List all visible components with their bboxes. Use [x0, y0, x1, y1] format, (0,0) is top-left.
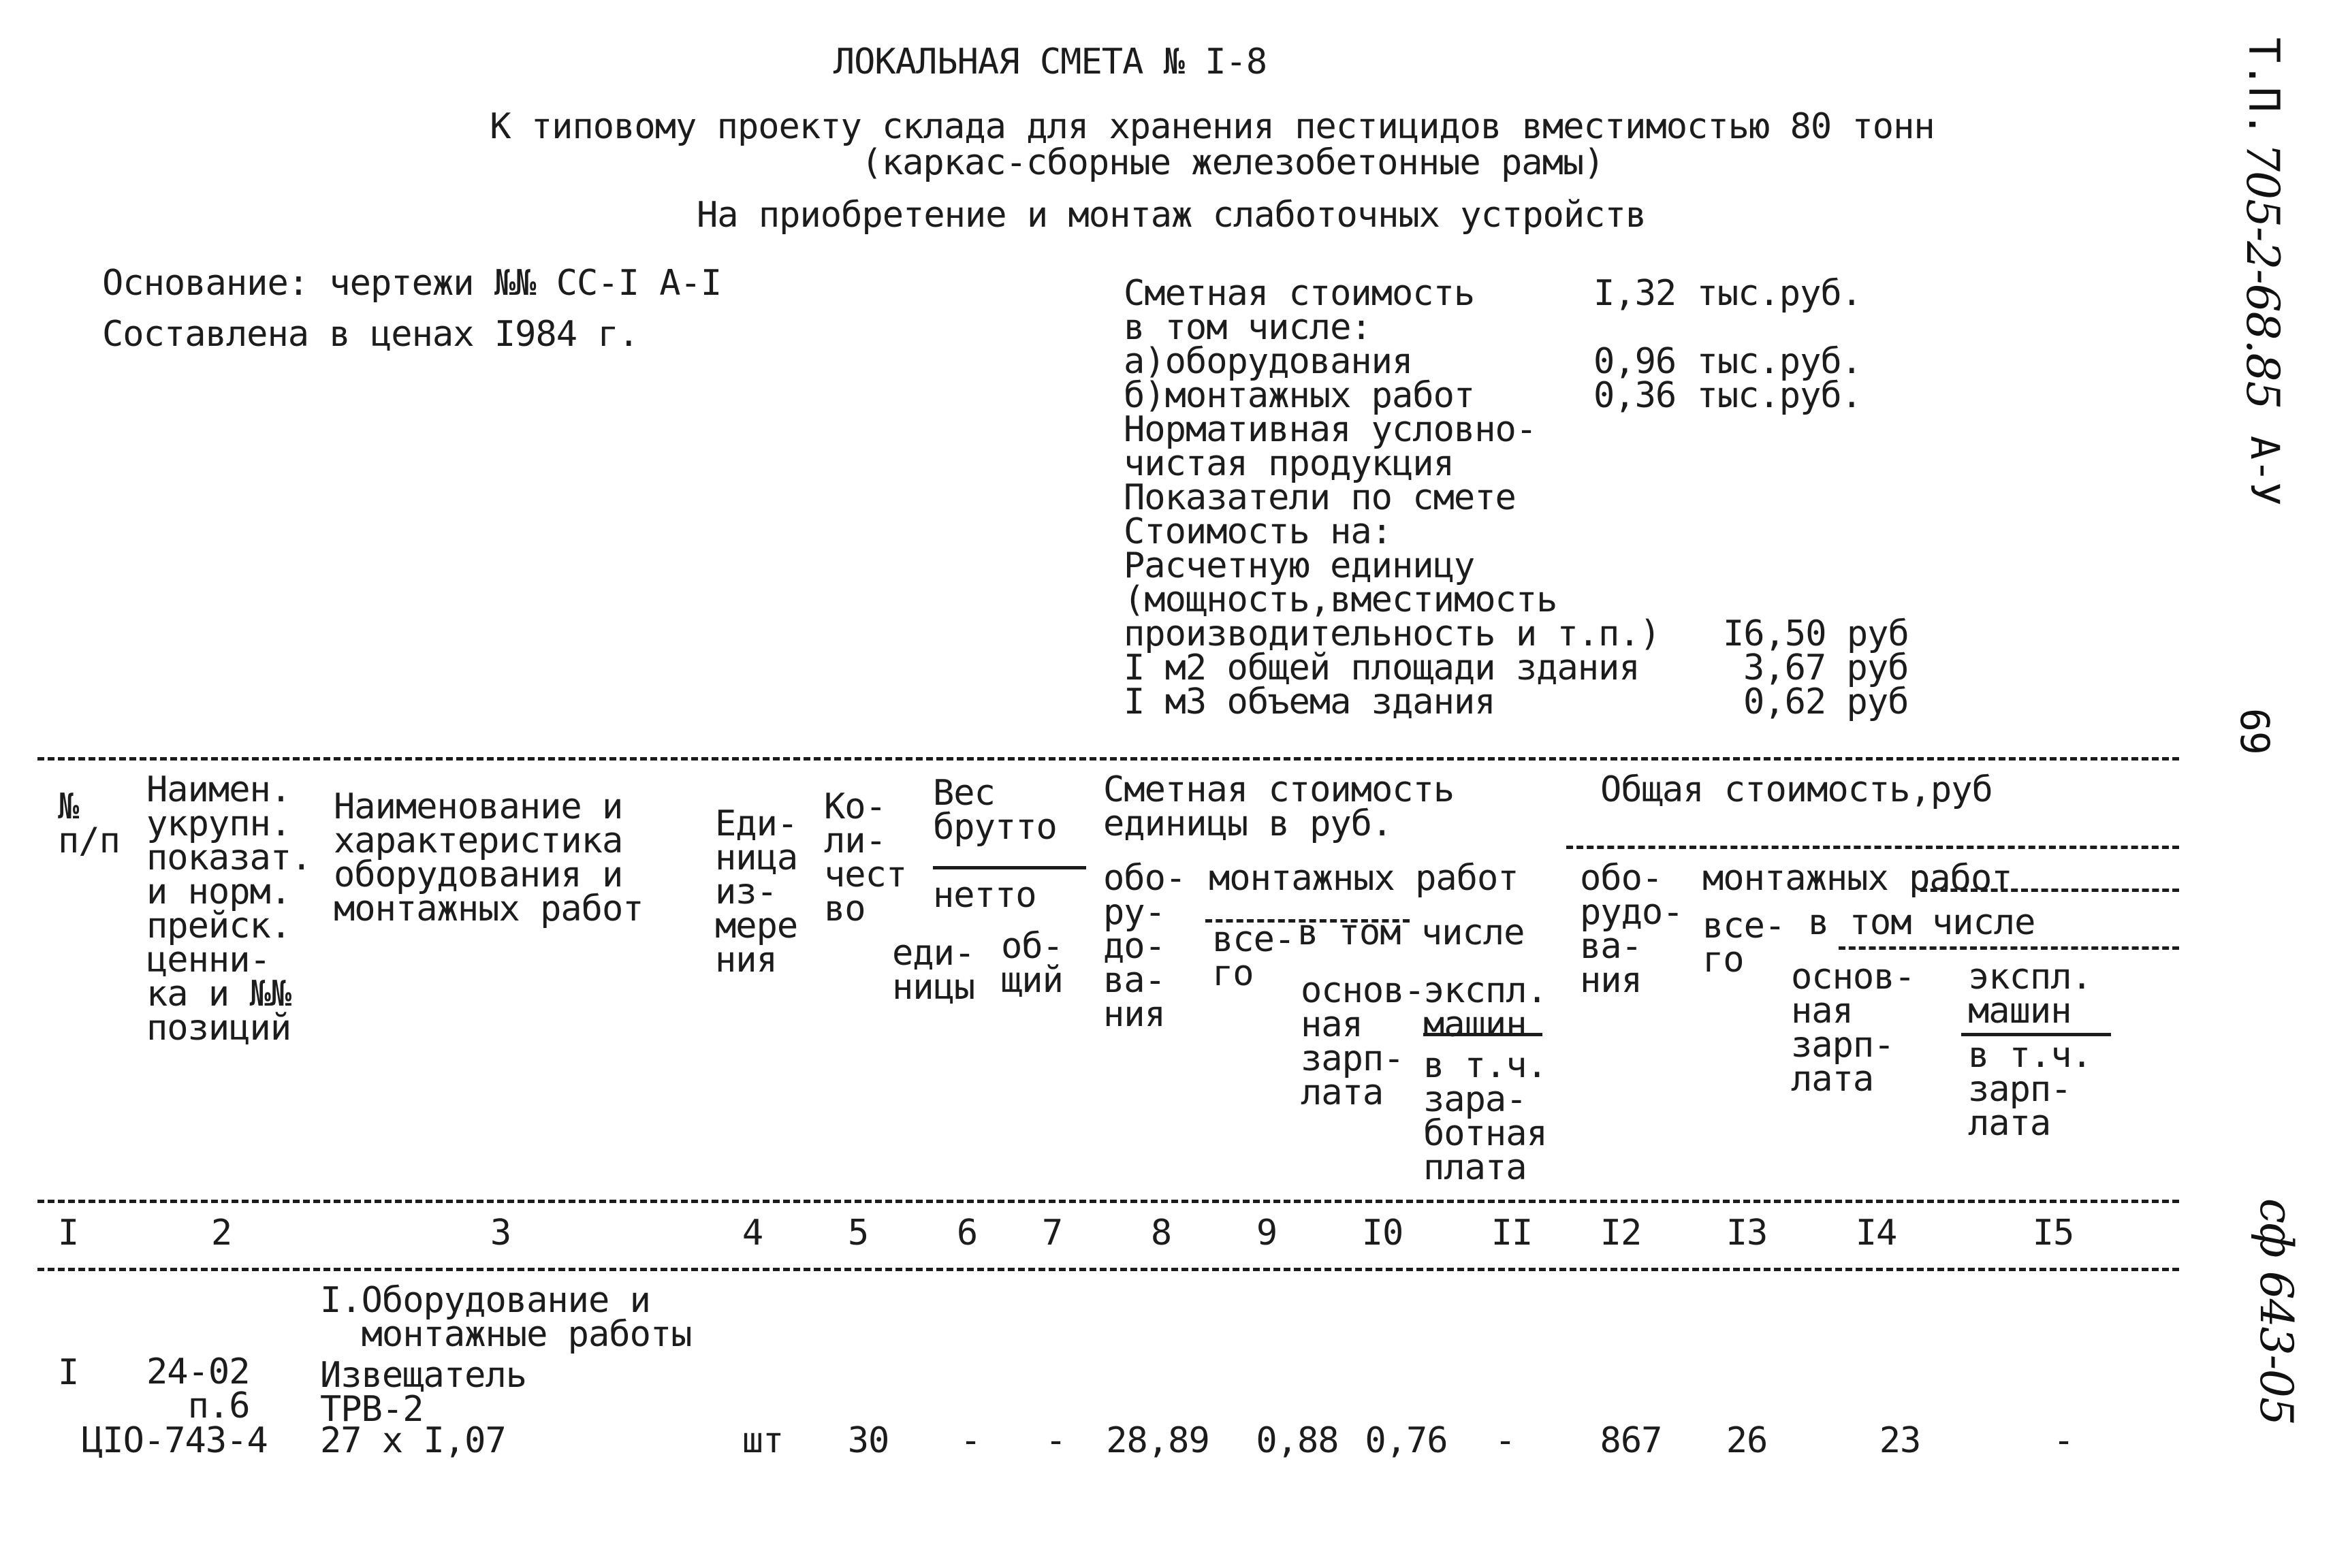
- column-number: 6: [956, 1213, 978, 1253]
- mounting-cost-label: б)монтажных работ: [1124, 375, 1475, 416]
- calc-unit-value: I6,50 руб: [1723, 613, 1909, 654]
- header-bottom-rule: [37, 1200, 2179, 1203]
- column-number: I3: [1726, 1213, 1768, 1253]
- header-total-mounting: монтажных работ: [1702, 858, 2012, 899]
- album-label: А-У: [2242, 436, 2288, 505]
- calc-unit-label-cont2: производительность и т.п.): [1124, 613, 1660, 654]
- column-number: 7: [1041, 1213, 1063, 1253]
- column-number: 2: [210, 1213, 232, 1253]
- document-subtitle-note: (каркас-сборные железобетонные рамы): [861, 142, 1604, 183]
- document-purpose: На приобретение и монтаж слаботочных устройств: [696, 195, 1647, 236]
- header-unit-cost: Сметная стоимость единицы в руб.: [1103, 769, 1455, 844]
- header-weight-unit: еди- ницы: [892, 933, 975, 1008]
- column-number: I2: [1600, 1213, 1642, 1253]
- header-including: в том числе: [1297, 912, 1525, 953]
- basis-line: Основание: чертежи №№ СС-I А-I: [102, 263, 722, 304]
- cost-on-label: Стоимость на:: [1124, 511, 1392, 552]
- row-total-salary: 23: [1879, 1420, 1921, 1461]
- normative-product-label-cont: чистая продукция: [1124, 443, 1454, 484]
- row-price-code: 24-02 п.6: [146, 1351, 250, 1426]
- header-total-machine-ops: экспл. машин: [1968, 957, 2092, 1031]
- column-number: 5: [847, 1213, 869, 1253]
- estimated-cost-label: Сметная стоимость: [1124, 273, 1475, 314]
- header-equipment: обо- ру- до- ва- ния: [1103, 858, 1186, 1035]
- header-net-weight: нетто: [933, 875, 1036, 916]
- header-mounting-works: монтажных работ: [1209, 858, 1519, 899]
- header-total-including: в том числе: [1808, 902, 2035, 943]
- area-indicator-value: 3,67 руб: [1743, 647, 1909, 688]
- column-number: 4: [742, 1213, 763, 1253]
- column-number: 8: [1150, 1213, 1172, 1253]
- header-machine-salary: в т.ч. зара- ботная плата: [1423, 1045, 1547, 1188]
- mounting-cost-value: 0,36 тыс.руб.: [1593, 375, 1862, 416]
- normative-product-label: Нормативная условно-: [1124, 409, 1537, 450]
- row-name: Извещатель ТРВ-2: [320, 1355, 527, 1430]
- row-mounting-total: 0,88: [1256, 1420, 1339, 1461]
- equipment-cost-label: а)оборудования: [1124, 341, 1413, 382]
- header-total-all: все- го: [1702, 906, 1786, 980]
- column-number: 9: [1256, 1213, 1277, 1253]
- header-total-base-salary: основ- ная зарп- лата: [1791, 957, 1915, 1100]
- document-title: ЛОКАЛЬНАЯ СМЕТА № I-8: [833, 42, 1267, 82]
- area-indicator-label: I м2 общей площади здания: [1124, 647, 1640, 688]
- header-total-equipment: обо- рудо- ва- ния: [1580, 858, 1683, 1001]
- estimated-cost-value: I,32 тыс.руб.: [1593, 273, 1862, 314]
- header-quantity: Ко- ли- чест во: [824, 786, 907, 929]
- row-number: I: [58, 1352, 79, 1393]
- row-formula: 27 х I,07: [320, 1420, 506, 1461]
- column-number: II: [1491, 1213, 1533, 1253]
- table-top-rule: [37, 757, 2179, 761]
- header-number: № п/п: [58, 786, 120, 861]
- column-number: I4: [1855, 1213, 1897, 1253]
- section-title: I.Оборудование и монтажные работы: [320, 1280, 692, 1355]
- price-year-line: Составлена в ценах I984 г.: [102, 314, 639, 355]
- table-rule: [933, 866, 1086, 869]
- header-total: все- го: [1212, 919, 1295, 994]
- row-unit: шт: [742, 1420, 784, 1461]
- column-number: I: [57, 1213, 79, 1253]
- header-name: Наименование и характеристика оборудования и монтажных работ: [334, 786, 644, 929]
- row-price-code-2: ЦIО-743-4: [82, 1420, 268, 1461]
- row-total-machine: -: [2052, 1420, 2074, 1461]
- row-total-mounting: 26: [1726, 1420, 1768, 1461]
- handwritten-project-code: 705-2-68.85: [2236, 143, 2289, 409]
- including-label: в том числе:: [1124, 307, 1371, 348]
- volume-indicator-value: 0,62 руб: [1743, 682, 1909, 722]
- header-base-salary: основ- ная зарп- лата: [1301, 970, 1425, 1113]
- header-unit: Еди- ница из- мере ния: [715, 803, 798, 980]
- row-equipment-cost: 28,89: [1106, 1420, 1209, 1461]
- row-weight-total: -: [1045, 1420, 1066, 1461]
- header-total-machine-salary: в т.ч. зарп- лата: [1968, 1035, 2092, 1144]
- row-quantity: 30: [847, 1420, 889, 1461]
- column-numbers-rule: [37, 1268, 2179, 1271]
- row-total-equipment: 867: [1600, 1420, 1662, 1461]
- header-price-code: Наимен. укрупн. показат. и норм. прейск. ценни- ка и №№ позиций: [146, 769, 312, 1049]
- header-machine-ops: экспл. машин: [1423, 970, 1547, 1045]
- page-number: 69: [2232, 708, 2278, 754]
- stamp-label: Т.П.: [2239, 37, 2289, 137]
- row-machine-ops: -: [1494, 1420, 1516, 1461]
- handwritten-inventory-code: сф 643-05: [2250, 1198, 2302, 1425]
- volume-indicator-label: I м3 объема здания: [1124, 682, 1495, 722]
- row-weight-unit: -: [959, 1420, 981, 1461]
- indicators-label: Показатели по смете: [1124, 477, 1516, 518]
- document-subtitle: К типовому проекту склада для хранения пестицидов вместимостью 80 тонн: [490, 106, 1935, 147]
- header-weight: Вес брутто: [933, 773, 1057, 848]
- column-number: I0: [1361, 1213, 1403, 1253]
- column-number: 3: [490, 1213, 511, 1253]
- calc-unit-label: Расчетную единицу: [1124, 545, 1475, 586]
- header-total-cost: Общая стоимость,руб: [1600, 769, 1993, 810]
- table-rule: [1839, 946, 2179, 950]
- header-weight-total: об- щий: [1001, 926, 1063, 1001]
- row-base-salary: 0,76: [1365, 1420, 1448, 1461]
- calc-unit-label-cont: (мощность,вместимость: [1124, 579, 1557, 620]
- column-number: I5: [2032, 1213, 2074, 1253]
- equipment-cost-value: 0,96 тыс.руб.: [1593, 341, 1862, 382]
- table-rule: [1566, 846, 2179, 849]
